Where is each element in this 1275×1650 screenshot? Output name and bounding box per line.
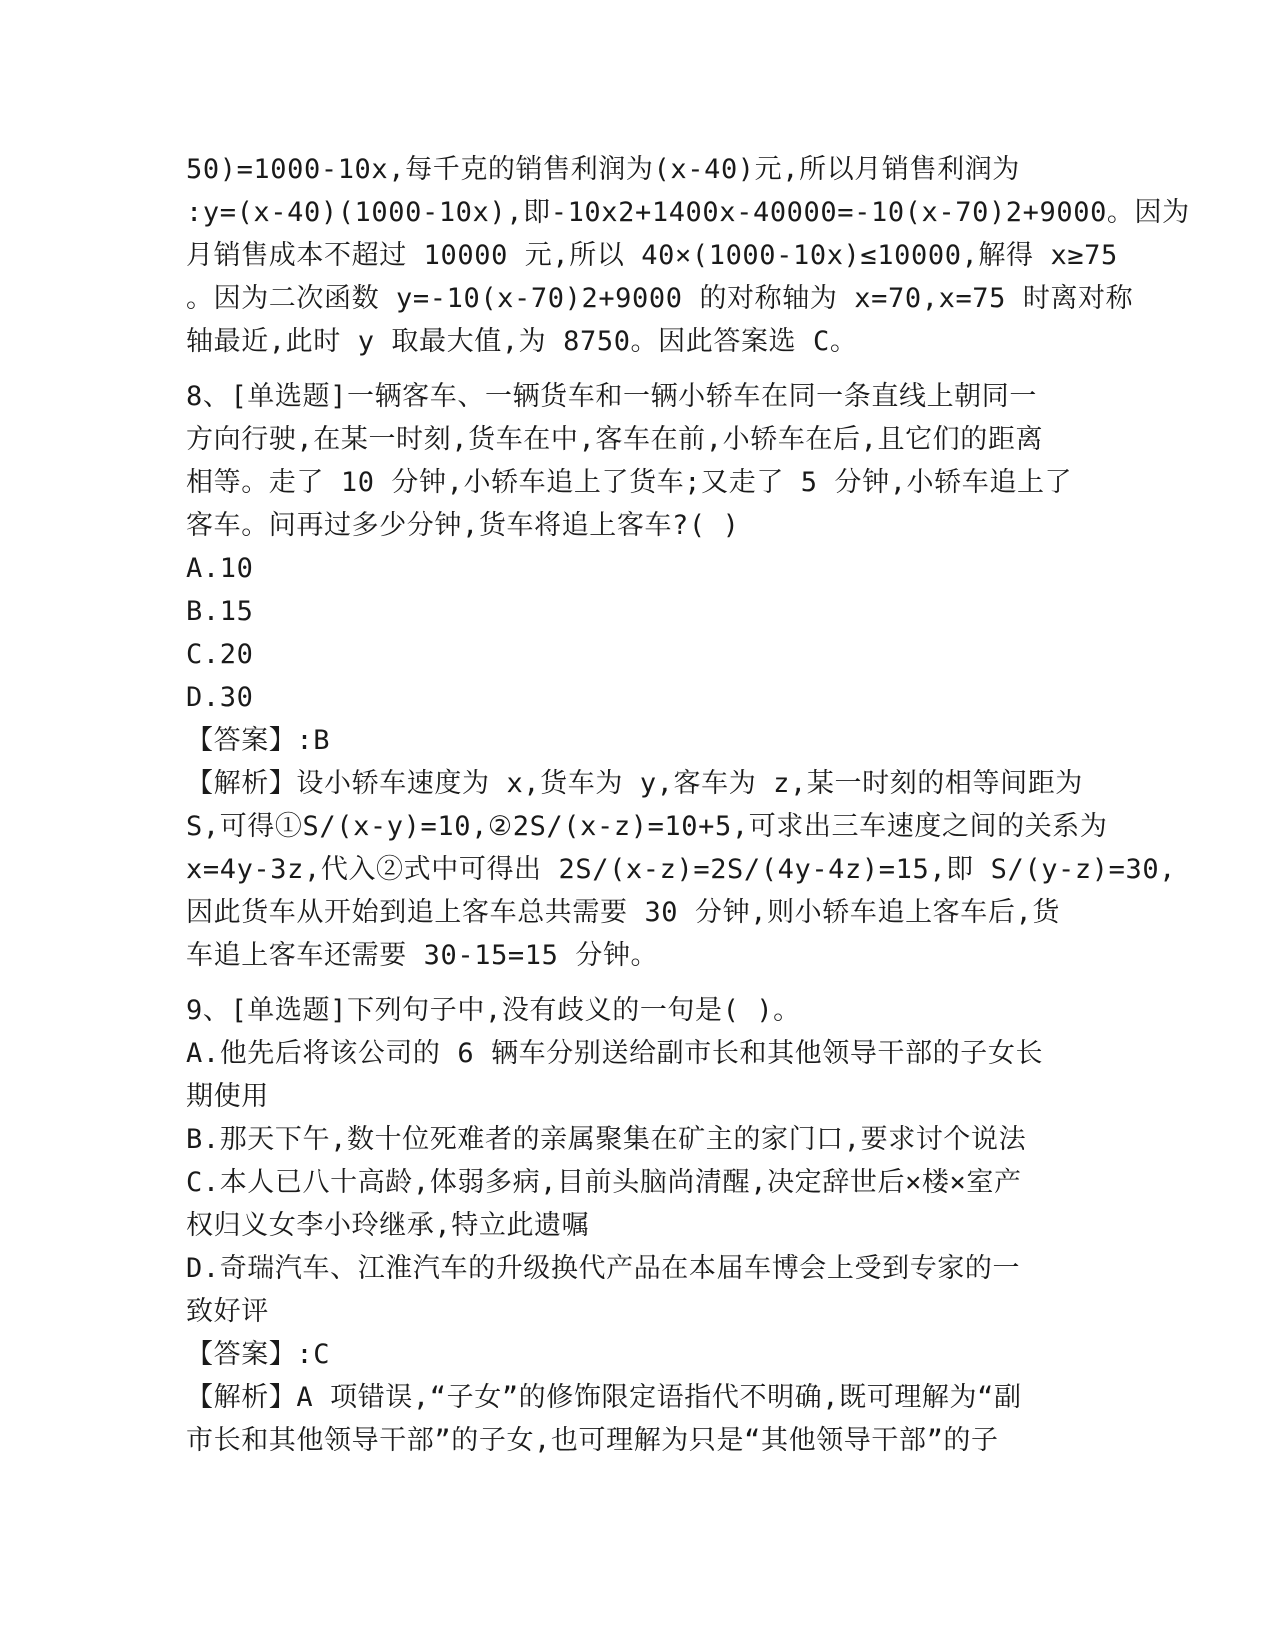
analysis-line: 【解析】设小轿车速度为 x,货车为 y,客车为 z,某一时刻的相等间距为 xyxy=(186,768,1083,799)
option-c: C.本人已八十高龄,体弱多病,目前头脑尚清醒,决定辞世后×楼×室产 xyxy=(186,1167,1022,1198)
option-c: C.20 xyxy=(186,639,254,670)
question-9 xyxy=(186,989,1086,1462)
document-page xyxy=(186,148,1190,1462)
option-c-continued: 权归义女李小玲继承,特立此遗嘱 xyxy=(186,1210,590,1241)
spacer xyxy=(186,363,1086,375)
spacer xyxy=(186,977,1086,989)
question-stem-line: 客车。问再过多少分钟,货车将追上客车?( ) xyxy=(186,510,740,541)
option-d: D.奇瑞汽车、江淮汽车的升级换代产品在本届车博会上受到专家的一 xyxy=(186,1253,1021,1284)
question-stem-line: 9、[单选题]下列句子中,没有歧义的一句是( )。 xyxy=(186,995,801,1026)
option-b: B.15 xyxy=(186,596,254,627)
text-line: 轴最近,此时 y 取最大值,为 8750。因此答案选 C。 xyxy=(186,326,858,357)
answer-line: 【答案】:B xyxy=(186,725,331,756)
question-8 xyxy=(186,375,1177,977)
answer-line: 【答案】:C xyxy=(186,1339,331,1370)
analysis-line: 【解析】A 项错误,“子女”的修饰限定语指代不明确,既可理解为“副 xyxy=(186,1382,1022,1413)
option-a-continued: 期使用 xyxy=(186,1081,269,1112)
text-line: 月销售成本不超过 10000 元,所以 40×(1000-10x)≤10000,解得 x≥75 xyxy=(186,240,1118,271)
question-stem-line: 方向行驶,在某一时刻,货车在中,客车在前,小轿车在后,且它们的距离 xyxy=(186,424,1044,455)
option-d-continued: 致好评 xyxy=(186,1296,269,1327)
option-a: A.他先后将该公司的 6 辆车分别送给副市长和其他领导干部的子女长 xyxy=(186,1038,1044,1069)
text-line: 50)=1000-10x,每千克的销售利润为(x-40)元,所以月销售利润为 xyxy=(186,154,1020,185)
option-b: B.那天下午,数十位死难者的亲属聚集在矿主的家门口,要求讨个说法 xyxy=(186,1124,1027,1155)
q7-analysis-continued xyxy=(186,148,1190,363)
analysis-line: x=4y-3z,代入②式中可得出 2S/(x-z)=2S/(4y-4z)=15,即 S/(y-z)=30, xyxy=(186,854,1177,885)
text-line: :y=(x-40)(1000-10x),即-10x2+1400x-40000=-10(x-70)2+9000。因为 xyxy=(186,197,1190,228)
analysis-line: S,可得①S/(x-y)=10,②2S/(x-z)=10+5,可求出三车速度之间的关系为 xyxy=(186,811,1108,842)
analysis-line: 因此货车从开始到追上客车总共需要 30 分钟,则小轿车追上客车后,货 xyxy=(186,897,1060,928)
question-stem-line: 相等。走了 10 分钟,小轿车追上了货车;又走了 5 分钟,小轿车追上了 xyxy=(186,467,1073,498)
question-stem-line: 8、[单选题]一辆客车、一辆货车和一辆小轿车在同一条直线上朝同一 xyxy=(186,381,1037,412)
option-d: D.30 xyxy=(186,682,254,713)
option-a: A.10 xyxy=(186,553,254,584)
text-line: 。因为二次函数 y=-10(x-70)2+9000 的对称轴为 x=70,x=75 时离对称 xyxy=(186,283,1134,314)
analysis-line: 车追上客车还需要 30-15=15 分钟。 xyxy=(186,940,659,971)
analysis-line: 市长和其他领导干部”的子女,也可理解为只是“其他领导干部”的子 xyxy=(186,1425,999,1456)
